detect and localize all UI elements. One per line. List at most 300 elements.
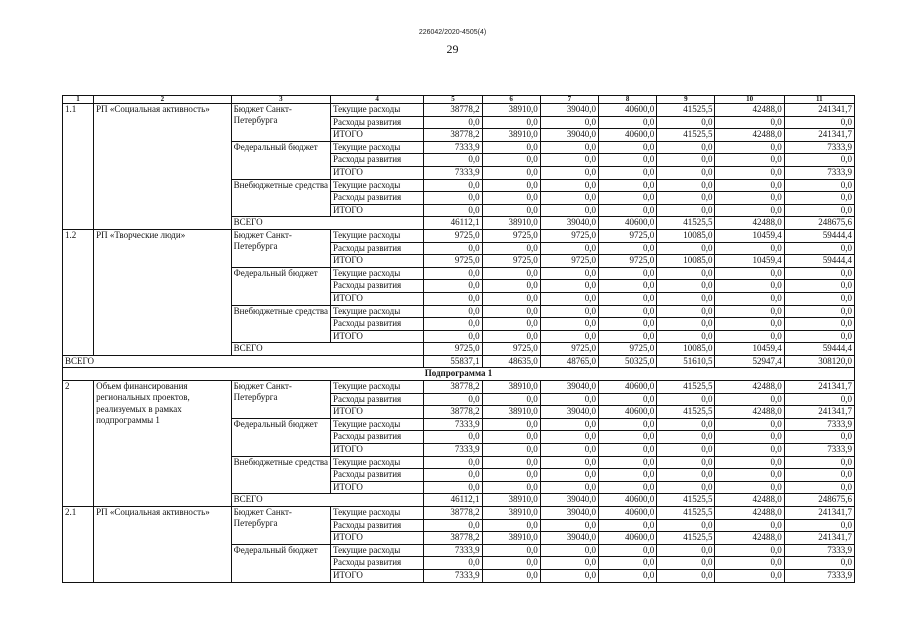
value-cell: 0,0 [424,305,482,318]
expense-type-cell: Текущие расходы [331,267,424,280]
value-cell: 0,0 [715,154,784,167]
value-cell: 0,0 [482,544,540,557]
column-header-cell: 1 [63,96,94,104]
value-cell: 0,0 [599,305,657,318]
value-cell: 0,0 [784,204,854,217]
value-cell: 40600,0 [599,406,657,419]
value-cell: 0,0 [540,141,598,154]
value-cell: 0,0 [424,469,482,482]
value-cell: 0,0 [599,280,657,293]
value-cell: 241341,7 [784,406,854,419]
value-cell: 0,0 [784,393,854,406]
value-cell: 0,0 [540,393,598,406]
value-cell: 0,0 [482,141,540,154]
value-cell: 0,0 [482,179,540,192]
value-cell: 0,0 [599,192,657,205]
value-cell: 0,0 [715,166,784,179]
value-cell: 0,0 [599,141,657,154]
subprogram-title: Подпрограмма 1 [63,368,855,381]
expense-type-cell: Текущие расходы [331,104,424,117]
value-cell: 42488,0 [715,381,784,394]
value-cell: 41525,5 [657,104,715,117]
value-cell: 38910,0 [482,381,540,394]
value-cell: 39040,0 [540,406,598,419]
value-cell: 0,0 [715,141,784,154]
value-cell: 42488,0 [715,494,784,507]
value-cell: 38910,0 [482,217,540,230]
value-cell: 59444,4 [784,229,854,242]
value-cell: 0,0 [599,456,657,469]
value-cell: 50325,0 [599,355,657,368]
value-cell: 40600,0 [599,532,657,545]
expense-type-cell: ИТОГО [331,406,424,419]
value-cell: 0,0 [657,280,715,293]
value-cell: 0,0 [657,469,715,482]
value-cell: 0,0 [715,456,784,469]
value-cell: 0,0 [424,456,482,469]
expense-type-cell: Расходы развития [331,519,424,532]
value-cell: 0,0 [482,154,540,167]
value-cell: 10085,0 [657,255,715,268]
value-cell: 0,0 [657,318,715,331]
value-cell: 0,0 [657,192,715,205]
value-cell: 0,0 [482,192,540,205]
expense-type-cell: Текущие расходы [331,179,424,192]
value-cell: 0,0 [657,393,715,406]
value-cell: 0,0 [482,166,540,179]
expense-type-cell: ИТОГО [331,292,424,305]
expense-type-cell: ИТОГО [331,444,424,457]
funding-source-cell: Бюджет Санкт-Петербурга [231,507,330,545]
value-cell: 41525,5 [657,129,715,142]
funding-source-cell: Внебюджетные средства [231,179,330,217]
value-cell: 0,0 [657,569,715,582]
value-cell: 0,0 [540,280,598,293]
value-cell: 42488,0 [715,129,784,142]
value-cell: 41525,5 [657,532,715,545]
value-cell: 0,0 [424,557,482,570]
value-cell: 0,0 [784,267,854,280]
value-cell: 0,0 [657,204,715,217]
value-cell: 42488,0 [715,104,784,117]
value-cell: 0,0 [424,192,482,205]
value-cell: 0,0 [540,456,598,469]
value-cell: 42488,0 [715,217,784,230]
value-cell: 0,0 [715,418,784,431]
value-cell: 39040,0 [540,507,598,520]
value-cell: 0,0 [715,330,784,343]
value-cell: 42488,0 [715,532,784,545]
value-cell: 0,0 [715,544,784,557]
value-cell: 52947,4 [715,355,784,368]
value-cell: 10459,4 [715,255,784,268]
expense-type-cell: Расходы развития [331,318,424,331]
value-cell: 41525,5 [657,494,715,507]
value-cell: 0,0 [715,444,784,457]
column-header-cell: 11 [784,96,854,104]
value-cell: 0,0 [599,393,657,406]
value-cell: 0,0 [424,481,482,494]
value-cell: 0,0 [657,557,715,570]
value-cell: 0,0 [657,456,715,469]
value-cell: 0,0 [482,456,540,469]
value-cell: 0,0 [540,469,598,482]
value-cell: 7333,9 [784,569,854,582]
project-name-cell: РП «Социальная активность» [94,104,232,230]
value-cell: 0,0 [784,469,854,482]
value-cell: 0,0 [424,280,482,293]
value-cell: 0,0 [540,154,598,167]
table-row [63,104,855,117]
value-cell: 0,0 [599,519,657,532]
value-cell: 7333,9 [784,141,854,154]
value-cell: 0,0 [482,318,540,331]
column-header-cell: 6 [482,96,540,104]
value-cell: 9725,0 [540,229,598,242]
value-cell: 0,0 [784,179,854,192]
value-cell: 0,0 [784,431,854,444]
value-cell: 0,0 [540,544,598,557]
value-cell: 0,0 [657,116,715,129]
funding-source-cell: Федеральный бюджет [231,141,330,179]
value-cell: 0,0 [482,519,540,532]
value-cell: 40600,0 [599,129,657,142]
value-cell: 9725,0 [540,343,598,356]
column-header-cell: 2 [94,96,232,104]
value-cell: 241341,7 [784,104,854,117]
value-cell: 7333,9 [784,544,854,557]
page-number: 29 [446,42,459,56]
expense-type-cell: ИТОГО [331,166,424,179]
project-total-label: ВСЕГО [231,494,424,507]
value-cell: 0,0 [784,242,854,255]
value-cell: 48765,0 [540,355,598,368]
value-cell: 0,0 [715,569,784,582]
value-cell: 0,0 [715,267,784,280]
value-cell: 41525,5 [657,507,715,520]
value-cell: 0,0 [657,267,715,280]
value-cell: 0,0 [715,557,784,570]
value-cell: 0,0 [599,444,657,457]
value-cell: 39040,0 [540,532,598,545]
expense-type-cell: Текущие расходы [331,141,424,154]
value-cell: 59444,4 [784,343,854,356]
value-cell: 0,0 [482,569,540,582]
column-header-cell: 3 [231,96,330,104]
financing-table-body [63,96,855,583]
row-number-cell: 1.1 [63,104,94,230]
value-cell: 9725,0 [540,255,598,268]
value-cell: 0,0 [540,431,598,444]
value-cell: 0,0 [599,267,657,280]
value-cell: 40600,0 [599,507,657,520]
expense-type-cell: Текущие расходы [331,456,424,469]
value-cell: 38778,2 [424,381,482,394]
project-name-cell: Объем финансирования региональных проектов, реализуемых в рамках подпрограммы 1 [94,381,232,507]
value-cell: 7333,9 [424,418,482,431]
value-cell: 0,0 [424,242,482,255]
financing-table [62,95,855,583]
expense-type-cell: Расходы развития [331,192,424,205]
value-cell: 0,0 [482,242,540,255]
project-name-cell: РП «Социальная активность» [94,507,232,583]
value-cell: 0,0 [657,154,715,167]
value-cell: 38910,0 [482,104,540,117]
value-cell: 0,0 [784,192,854,205]
value-cell: 0,0 [657,292,715,305]
value-cell: 7333,9 [424,141,482,154]
value-cell: 0,0 [715,305,784,318]
row-number-cell: 1.2 [63,229,94,355]
value-cell: 0,0 [540,179,598,192]
expense-type-cell: ИТОГО [331,481,424,494]
value-cell: 0,0 [482,469,540,482]
value-cell: 9725,0 [599,255,657,268]
column-header-cell: 5 [424,96,482,104]
value-cell: 0,0 [424,519,482,532]
value-cell: 0,0 [657,519,715,532]
expense-type-cell: ИТОГО [331,330,424,343]
value-cell: 0,0 [657,544,715,557]
document-registration-number: 226042/2020-4505(4) [418,29,487,36]
value-cell: 9725,0 [599,229,657,242]
value-cell: 0,0 [540,116,598,129]
value-cell: 0,0 [424,431,482,444]
funding-source-cell: Федеральный бюджет [231,544,330,582]
value-cell: 7333,9 [784,166,854,179]
value-cell: 0,0 [784,292,854,305]
value-cell: 248675,6 [784,494,854,507]
value-cell: 0,0 [715,242,784,255]
value-cell: 0,0 [784,557,854,570]
value-cell: 0,0 [482,393,540,406]
value-cell: 0,0 [715,431,784,444]
value-cell: 0,0 [424,318,482,331]
value-cell: 9725,0 [482,229,540,242]
value-cell: 0,0 [540,418,598,431]
subprogram-row [63,368,855,381]
project-name-cell: РП «Творческие люди» [94,229,232,355]
funding-source-cell: Бюджет Санкт-Петербурга [231,381,330,419]
value-cell: 40600,0 [599,104,657,117]
expense-type-cell: Расходы развития [331,116,424,129]
expense-type-cell: Текущие расходы [331,229,424,242]
table-row [63,229,855,242]
value-cell: 38778,2 [424,532,482,545]
value-cell: 0,0 [540,192,598,205]
value-cell: 0,0 [599,431,657,444]
value-cell: 0,0 [599,179,657,192]
value-cell: 9725,0 [424,343,482,356]
value-cell: 7333,9 [424,569,482,582]
project-total-label: ВСЕГО [231,343,424,356]
column-header-cell: 8 [599,96,657,104]
table-row [63,507,855,520]
value-cell: 38910,0 [482,129,540,142]
column-header-cell: 4 [331,96,424,104]
value-cell: 0,0 [784,305,854,318]
value-cell: 0,0 [540,204,598,217]
value-cell: 39040,0 [540,494,598,507]
value-cell: 38778,2 [424,406,482,419]
value-cell: 0,0 [657,242,715,255]
value-cell: 38778,2 [424,129,482,142]
column-header-row [63,96,855,104]
value-cell: 0,0 [599,481,657,494]
value-cell: 10085,0 [657,229,715,242]
value-cell: 0,0 [784,330,854,343]
funding-source-cell: Федеральный бюджет [231,418,330,456]
value-cell: 51610,5 [657,355,715,368]
value-cell: 42488,0 [715,406,784,419]
expense-type-cell: ИТОГО [331,129,424,142]
value-cell: 0,0 [482,557,540,570]
value-cell: 38910,0 [482,507,540,520]
value-cell: 10459,4 [715,229,784,242]
value-cell: 40600,0 [599,494,657,507]
value-cell: 0,0 [657,166,715,179]
value-cell: 0,0 [424,116,482,129]
value-cell: 7333,9 [424,444,482,457]
value-cell: 46112,1 [424,217,482,230]
value-cell: 0,0 [657,305,715,318]
expense-type-cell: ИТОГО [331,532,424,545]
value-cell: 308120,0 [784,355,854,368]
expense-type-cell: Текущие расходы [331,418,424,431]
value-cell: 0,0 [599,544,657,557]
value-cell: 0,0 [482,204,540,217]
value-cell: 0,0 [715,292,784,305]
value-cell: 0,0 [540,318,598,331]
value-cell: 0,0 [540,481,598,494]
value-cell: 0,0 [482,305,540,318]
value-cell: 0,0 [599,418,657,431]
value-cell: 0,0 [599,166,657,179]
value-cell: 0,0 [599,204,657,217]
value-cell: 9725,0 [599,343,657,356]
value-cell: 9725,0 [424,229,482,242]
value-cell: 0,0 [540,292,598,305]
value-cell: 0,0 [540,242,598,255]
value-cell: 48635,0 [482,355,540,368]
value-cell: 0,0 [424,393,482,406]
value-cell: 0,0 [482,280,540,293]
value-cell: 0,0 [424,292,482,305]
value-cell: 0,0 [784,280,854,293]
value-cell: 241341,7 [784,381,854,394]
value-cell: 55837,1 [424,355,482,368]
value-cell: 0,0 [424,204,482,217]
value-cell: 0,0 [715,179,784,192]
value-cell: 0,0 [424,330,482,343]
value-cell: 42488,0 [715,507,784,520]
value-cell: 40600,0 [599,381,657,394]
value-cell: 0,0 [540,569,598,582]
value-cell: 9725,0 [482,343,540,356]
value-cell: 0,0 [599,292,657,305]
value-cell: 0,0 [599,116,657,129]
value-cell: 7333,9 [424,166,482,179]
value-cell: 0,0 [482,444,540,457]
funding-source-cell: Федеральный бюджет [231,267,330,305]
value-cell: 0,0 [424,179,482,192]
value-cell: 39040,0 [540,217,598,230]
value-cell: 0,0 [599,242,657,255]
value-cell: 0,0 [540,267,598,280]
value-cell: 41525,5 [657,406,715,419]
value-cell: 0,0 [424,154,482,167]
value-cell: 39040,0 [540,381,598,394]
value-cell: 0,0 [715,204,784,217]
value-cell: 39040,0 [540,104,598,117]
value-cell: 7333,9 [424,544,482,557]
value-cell: 38778,2 [424,507,482,520]
value-cell: 0,0 [540,444,598,457]
funding-source-cell: Бюджет Санкт-Петербурга [231,229,330,267]
value-cell: 9725,0 [482,255,540,268]
row-number-cell: 2.1 [63,507,94,583]
value-cell: 39040,0 [540,129,598,142]
expense-type-cell: Текущие расходы [331,544,424,557]
grand-total-row [63,355,855,368]
expense-type-cell: Расходы развития [331,431,424,444]
value-cell: 0,0 [715,469,784,482]
value-cell: 0,0 [540,519,598,532]
value-cell: 0,0 [784,456,854,469]
expense-type-cell: Расходы развития [331,469,424,482]
project-total-label: ВСЕГО [231,217,424,230]
value-cell: 0,0 [482,116,540,129]
value-cell: 0,0 [424,267,482,280]
value-cell: 0,0 [784,154,854,167]
value-cell: 0,0 [715,519,784,532]
value-cell: 38910,0 [482,494,540,507]
value-cell: 38778,2 [424,104,482,117]
value-cell: 0,0 [482,481,540,494]
expense-type-cell: ИТОГО [331,255,424,268]
value-cell: 0,0 [715,280,784,293]
funding-source-cell: Внебюджетные средства [231,456,330,494]
value-cell: 0,0 [482,431,540,444]
value-cell: 0,0 [715,481,784,494]
value-cell: 0,0 [657,431,715,444]
value-cell: 0,0 [599,154,657,167]
funding-source-cell: Внебюджетные средства [231,305,330,343]
value-cell: 0,0 [657,141,715,154]
value-cell: 0,0 [540,305,598,318]
value-cell: 0,0 [715,393,784,406]
value-cell: 0,0 [482,330,540,343]
value-cell: 40600,0 [599,217,657,230]
expense-type-cell: Расходы развития [331,242,424,255]
value-cell: 0,0 [657,179,715,192]
expense-type-cell: Расходы развития [331,280,424,293]
value-cell: 241341,7 [784,532,854,545]
value-cell: 0,0 [657,418,715,431]
expense-type-cell: Расходы развития [331,393,424,406]
value-cell: 0,0 [784,519,854,532]
value-cell: 248675,6 [784,217,854,230]
value-cell: 0,0 [715,318,784,331]
value-cell: 0,0 [482,418,540,431]
value-cell: 38910,0 [482,532,540,545]
expense-type-cell: Текущие расходы [331,381,424,394]
value-cell: 0,0 [599,569,657,582]
value-cell: 10085,0 [657,343,715,356]
column-header-cell: 9 [657,96,715,104]
expense-type-cell: Расходы развития [331,154,424,167]
value-cell: 0,0 [482,267,540,280]
